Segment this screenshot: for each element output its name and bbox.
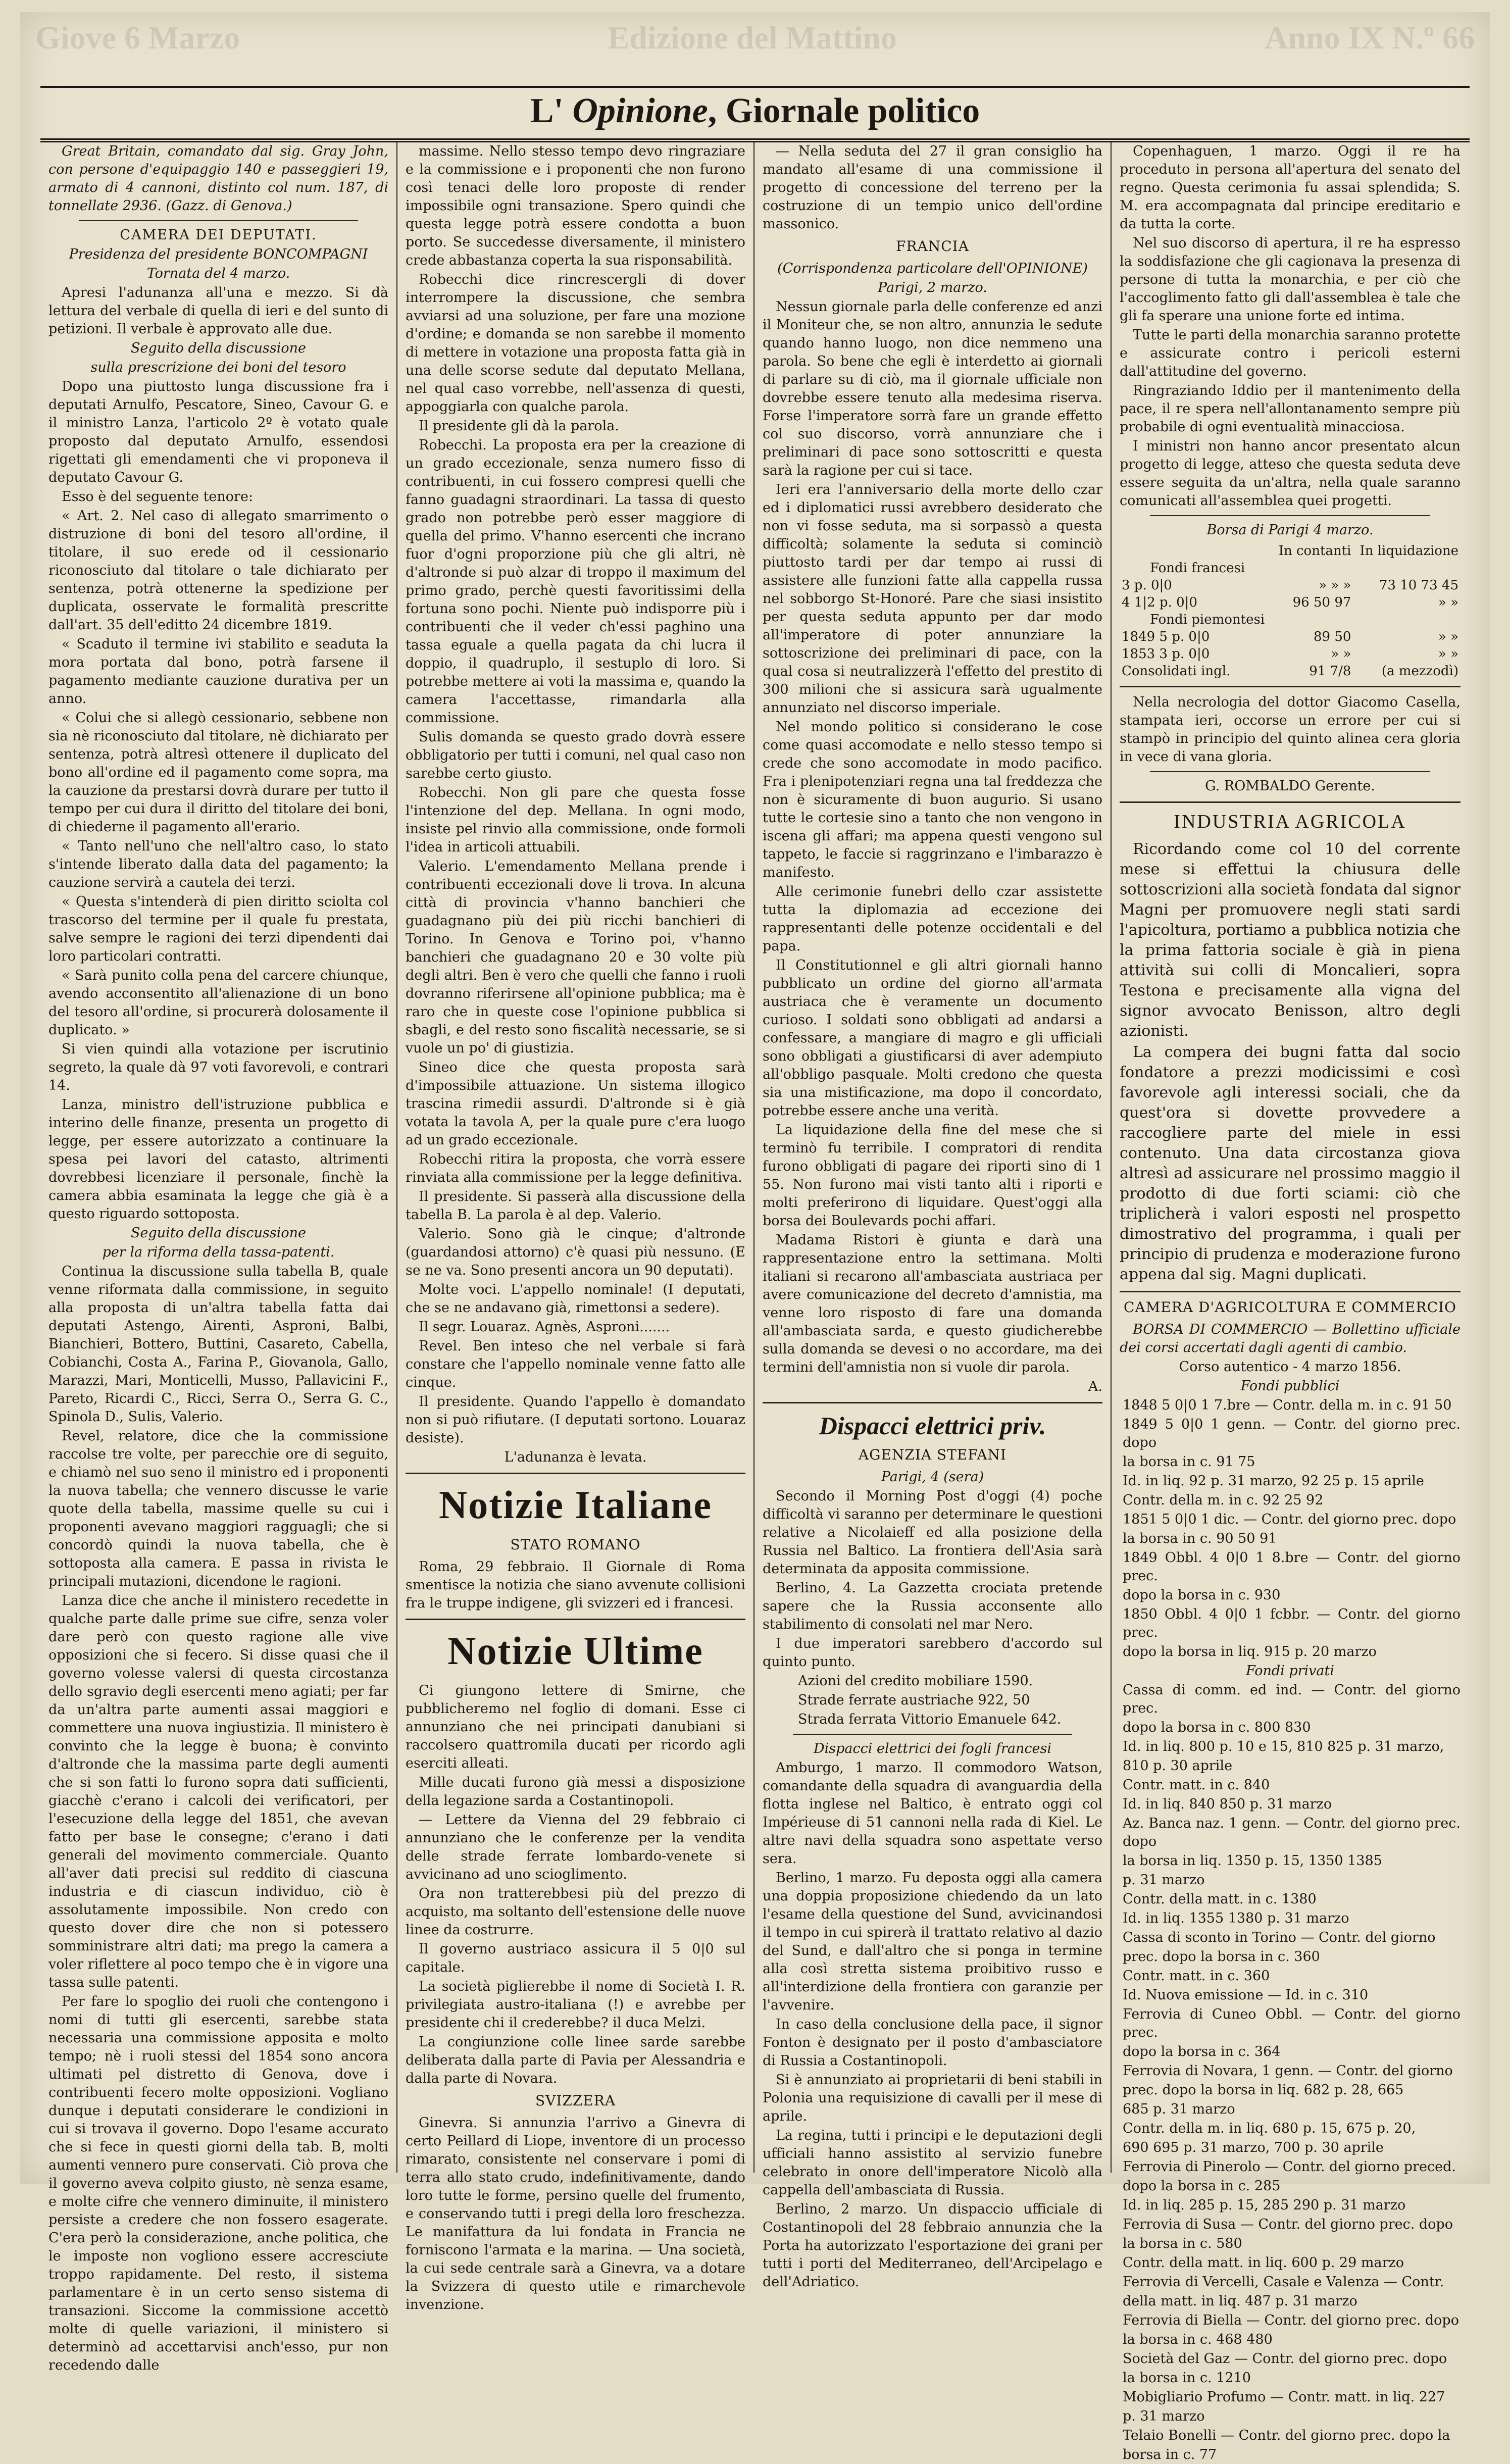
paragraph: Robecchi. Non gli pare che questa fosse l'intenzione del dep. Mellana. In ogni modo, insiste pel rinvio alla commissione, onde formoli l'idea in articoli attuabili.	[406, 785, 745, 855]
quote-line: Ferrovia di Biella — Contr. del giorno prec. dopo	[1123, 2312, 1459, 2328]
paragraph: Ieri era l'anniversario della morte dello czar ed i diplomatici russi avrebbero desiderato che non vi fosse seduta, ma si sorpassò a questa difficoltà; solamente la seduta si cominciò piuttosto tardi per dar tempo ai russi di assistere alle funzioni fatte alla cappella russa nel sobborgo St-Honoré. Pare che siasi insistito per questa seduta appunto per dar modo all'imperatore di poter annunziare la sottoscrizione dei preliminari di pace, con la qual cosa si neutralizzerà l'effetto del prestito di 300 milioni che si assicura sarà ugualmente annunziato nel discorso imperiale.	[763, 482, 1102, 716]
quote-line: 1850 Obbl. 4 0|0 1 fcbbr. — Contr. del giorno prec.	[1123, 1606, 1461, 1640]
quote-line: Id. in liq. 840 850 p. 31 marzo	[1123, 1796, 1332, 1812]
subhead: Seguito della discussione	[131, 1225, 306, 1241]
quote-line: dopo la borsa in c. 285	[1123, 2178, 1281, 2194]
paragraph: Per fare lo spoglio dei ruoli che contengono i nomi di tutti gli esercenti, sarebbe stata necessaria una commissione apposita e molto tempo; nè i ruoli stessi del 1854 sono ancora ultimati pel distretto di Genova, dove i contribuenti fecero molte opposizioni. Vogliano dunque i deputati considerare le condizioni in cui si trovava il governo. Dopo l'esame accurato che si fece in questi giorni della tab. B, molti aumenti vennero pure conservati. Ciò prova che il governo aveva colpito giusto, nè senza esame, e molte cifre che vennero diminuite, il ministero persiste a credere che non fossero esagerate. C'era però la considerazione, anche politica, che le imposte non vogliono essere accresciute troppo rapidamente. Del resto, il sistema parlamentare è in un certo senso sistema di transazioni. Siccome la commissione accettò molte di quelle variazioni, il ministero si determinò ad accettarvisi anch'esso, pur non recedendo dalle	[48, 1994, 388, 2373]
paragraph: Revel, relatore, dice che la commissione raccolse tre volte, per parecchie ore di seguito, e chiamò nel suo seno il ministro ed i proponenti la nuova tabella; che vennero discusse le varie quote della tabella, massime quelle su cui i proponenti avevano maggiori ragguagli; che si concordò quindi la nuova tabella, che è sottoposta alla camera. E passa in rivista le principali mutazioni, dicendone le ragioni.	[48, 1428, 388, 1589]
section-subtitle: Presidenza del presidente BONCOMPAGNI	[69, 246, 368, 262]
masthead-name: Opinione	[572, 91, 708, 130]
divider	[1150, 515, 1430, 516]
bulletin-subtitle: BORSA DI COMMERCIO — Bollettino ufficiale dei corsi accertati dagli agenti di cambio.	[1120, 1322, 1461, 1355]
paragraph: La congiunzione colle linee sarde sarebbe deliberata dalla parte di Pavia per Alessandria e dalla parte di Novara.	[406, 2034, 745, 2086]
paragraph: Molte voci. L'appello nominale! (I deputati, che se ne andavano già, rimettonsi a sedere).	[406, 1282, 745, 1316]
table-cell	[1273, 560, 1353, 577]
signature: A.	[1088, 1379, 1102, 1394]
paragraph: Esso è del seguente tenore:	[62, 489, 254, 505]
agency-header: AGENZIA STEFANI	[858, 1446, 1007, 1463]
table-cell: 1849 5 p. 0|0	[1122, 629, 1210, 644]
table-row	[1120, 628, 1461, 645]
quote-line: Id. Nuova emissione — Id. in c. 310	[1123, 1987, 1369, 2003]
section-subtitle: Tornata del 4 marzo.	[146, 266, 290, 281]
table-cell: Fondi francesi	[1150, 561, 1245, 576]
column-1	[40, 142, 397, 2373]
paragraph: Roma, 29 febbraio. Il Giornale di Roma smentisce la notizia che siano avvenute collisioni fra le truppe indigene, gli svizzeri ed i francesi.	[406, 1559, 745, 1611]
paragraph: — Lettere da Vienna del 29 febbraio ci annunziano che le conferenze per la vendita delle strade ferrate lombardo-venete si avvicinano ad uno scioglimento.	[406, 1812, 745, 1882]
column-4	[1112, 142, 1469, 2462]
table-cell	[1120, 542, 1273, 560]
paragraph: Ora non tratterebbesi più del prezzo di acquisto, ma soltanto dell'estensione delle nuove linee da costrurre.	[406, 1886, 745, 1938]
masthead-suffix: , Giornale politico	[708, 91, 980, 130]
paragraph: « Questa s'intenderà di pien diritto sciolta col trascorso del termine per il quale fu prestata, salve sempre le ragioni dei terzi dipendenti dai loro particolari contratti.	[48, 894, 388, 964]
table-cell: 3 p. 0|0	[1122, 578, 1172, 593]
subhead: Fondi pubblici	[1240, 1378, 1340, 1394]
table-cell: Fondi piemontesi	[1150, 612, 1265, 627]
region-header: SVIZZERA	[535, 2092, 616, 2109]
table-cell	[1353, 560, 1461, 577]
table-cell: 1853 3 p. 0|0	[1122, 646, 1210, 662]
quote-line: 1849 Obbl. 4 0|0 1 8.bre — Contr. del giorno prec.	[1123, 1550, 1461, 1584]
borsa-title: Borsa di Parigi 4 marzo.	[1206, 522, 1374, 538]
quote-line: 1848 5 0|0 1 7.bre — Contr. della m. in c. 91 50	[1123, 1397, 1452, 1413]
paragraph: La liquidazione della fine del mese che si terminò fu terribile. I compratori di rendita furono obbligati di pagare dei riporti sino di 1 55. Non furono mai visti tanto alti i riporti e molti preferirono di liquidare. Quest'oggi alla borsa dei Boulevards pochi affari.	[763, 1122, 1102, 1229]
quote-line: Ferrovia di Cuneo Obbl. — Contr. del giorno prec.	[1123, 2006, 1461, 2040]
quote-line: Cassa di comm. ed ind. — Contr. del giorno prec.	[1123, 1682, 1461, 1716]
quote-line: 1849 5 0|0 1 genn. — Contr. del giorno prec. dopo	[1123, 1417, 1461, 1450]
paragraph: I ministri non hanno ancor presentato alcun progetto di legge, atteso che questa seduta deve essere seguita da un'altra, nella quale saranno comunicati all'assemblea quei progetti.	[1120, 438, 1461, 509]
table-cell: » »	[1438, 595, 1458, 610]
paragraph: Sineo dice che questa proposta sarà d'impossibile attuazione. Un sistema illogico trascina rimedii assurdi. D'altronde si è già votata la tavola A, per la quale pure c'era luogo ad un grado eccezionale.	[406, 1060, 745, 1148]
table-cell: » »	[1438, 629, 1458, 644]
quote-line: 810 p. 30 aprile	[1123, 1758, 1233, 1774]
faint-right: Anno IX N.º 66	[1265, 20, 1475, 56]
quote-line: Id. in liq. 285 p. 15, 285 290 p. 31 marzo	[1123, 2197, 1406, 2213]
subhead: Dispacci elettrici dei fogli francesi	[814, 1741, 1051, 1756]
paragraph: Nel mondo politico si considerano le cose come quasi accomodate e nello stesso tempo si crede che sono accomodate in modo pacifico. Fra i plenipotenziari regna una tal freddezza che non è sicuramente di buon augurio. Si usano tutte le cortesie sino a tanto che non vengono in iscena gli affari; ma appena questi vengono sul tappeto, le faccie si raggrinzano e l'imbarazzo è manifesto.	[763, 719, 1102, 880]
paragraph: Nella necrologia del dottor Giacomo Casella, stampata ieri, occorse un errore per cui si stampò in principio del quinto alinea cera gloria in vece di vana gloria.	[1120, 694, 1461, 765]
paragraph: Nessun giornale parla delle conferenze ed anzi il Moniteur che, se non altro, annunzia le sedute quando hanno luogo, non dice nemmeno una parola. So bene che egli è interdetto ai giornali di parlare su di ciò, ma il giornale ufficiale non dovrebbe essere tenuto alla medesima riserva. Forse l'imperatore sorrà fare un grande effetto col suo discorso, vorrà annunziare che i preliminari di pace sono sottoscritti e questa sarà la ragione per cui si tace.	[763, 299, 1102, 478]
table-cell: 91 7/8	[1309, 664, 1351, 679]
table-cell: Consolidati ingl.	[1122, 664, 1231, 679]
paragraph: Secondo il Morning Post d'oggi (4) poche difficoltà vi saranno per determinare le questioni relative a Nicolaieff ed alla posizione della Russia nel Baltico. La frontiera dell'Asia sarà determinata da apposita commissione.	[763, 1488, 1102, 1577]
masthead	[40, 86, 1470, 142]
table-cell: 89 50	[1313, 629, 1351, 644]
quote-line: 1851 5 0|0 1 dic. — Contr. del giorno prec. dopo	[1123, 1512, 1456, 1527]
table-cell: » »	[1438, 646, 1458, 662]
faint-left: Giove 6 Marzo	[35, 20, 240, 56]
table-cell	[1273, 611, 1353, 628]
paragraph: Berlino, 1 marzo. Fu deposta oggi alla camera una doppia proposizione chiedendo da un lato l'esame della questione del Sund, avvicinandosi il tempo in cui spirerà il trattato relativo al dazio del Sund, e dall'altro che si ponga in termine alla così stretta sistema proibitivo russo e all'interdizione della frontiera con garanzie per l'avvenire.	[763, 1870, 1102, 2013]
table-row	[1120, 663, 1461, 680]
quote-line: Id. in liq. 1355 1380 p. 31 marzo	[1123, 1910, 1349, 1926]
quote-line: Ferrovia di Vercelli, Casale e Valenza — Contr.	[1123, 2274, 1444, 2290]
paragraph: Alle cerimonie funebri dello czar assistette tutta la diplomazia ad eccezione dei rappresentanti delle potenze occidentali e del papa.	[763, 884, 1102, 954]
dateline: Parigi, 4 (sera)	[881, 1469, 984, 1485]
paragraph: Sulis domanda se questo grado dovrà essere obbligatorio per tutti i comuni, nel qual caso non sarebbe certo giusto.	[406, 729, 745, 781]
quote-line: Contr. della matt. in c. 1380	[1123, 1891, 1317, 1907]
quote-line: Contr. matt. in c. 840	[1123, 1777, 1270, 1793]
quote-line: Cassa di sconto in Torino — Contr. del giorno	[1123, 1930, 1436, 1945]
paragraph: Lanza, ministro dell'istruzione pubblica e interino delle finanze, presenta un progetto di legge, per essere autorizzato a continuare la spesa pei lavori del catasto, altrimenti dovrebbesi licenziare il personale, finchè la camera abbia esaminata la legge che già è a questo riguardo sottoposta.	[48, 1097, 388, 1222]
quote-line: dopo la borsa in c. 800 830	[1123, 1720, 1311, 1735]
region-header: STATO ROMANO	[510, 1536, 641, 1553]
paragraph: Berlino, 4. La Gazzetta crociata pretende sapere che la Russia acconsente allo stabilimento di consolati nel mar Nero.	[763, 1580, 1102, 1632]
paragraph: Lanza dice che anche il ministero recedette in qualche parte dalle prime sue cifre, senza voler dare però con questo ragione alle vive opposizioni che si fecero. Si disse quasi che il governo volesse valersi di questa circostanza dello sgravio degli esercenti meno agiati; per far da un'altra parte aumenti assai maggiori e commettere una nuova ingiustizia. Il ministero è convinto che la legge è buona; è convinto d'altronde che la massima parte degli aumenti che si son fatti lo furono sopra dati sufficienti, giacchè c'erano i calcoli dei verificatori, per l'esecuzione della legge del 1851, che avevan fatto per base le consegne; c'erano i dati generali del movimento commerciale. Quanto all'aver dati precisi sul reddito di ciascuna industria e di ciascun individuo, ciò è assolutamente impossibile. Non credo con questo dover dire che non si potessero somministrare altri dati; ma prego la camera a voler riflettere al poco tempo che è in vigore una tassa sulle patenti.	[48, 1593, 388, 1990]
paragraph: In caso della conclusione della pace, il signor Fonton è designato per il posto d'ambasciatore di Russia a Costantinopoli.	[763, 2017, 1102, 2069]
quote-line: Contr. della m. in c. 92 25 92	[1123, 1492, 1324, 1508]
quote-line: della matt. in liq. 487 p. 31 marzo	[1123, 2293, 1357, 2309]
table-header-cell: In liquidazione	[1360, 543, 1458, 559]
table-row	[1120, 611, 1461, 628]
headline-notizie-ultime: Notizie Ultime	[447, 1629, 703, 1673]
paragraph: « Tanto nell'uno che nell'altro caso, lo stato s'intende liberato dalla data del pagamento; la cauzione servirà a cautela dei terzi.	[48, 838, 388, 890]
paragraph: La regina, tutti i principi e le deputazioni degli ufficiali hanno assistito al servizio funebre celebrato in onore dell'imperatore Nicolò alla cappella dell'ambasciata di Russia.	[763, 2128, 1102, 2198]
fondi-privati-list	[1120, 1681, 1461, 2464]
divider	[1120, 801, 1461, 803]
divider	[793, 1734, 1072, 1735]
divider	[406, 1473, 745, 1474]
paragraph: Amburgo, 1 marzo. Il commodoro Watson, comandante della squadra di avanguardia della flotta inglese nel Baltico, è entrato oggi col Impérieuse di 51 cannoni nella rada di Kiel. Le altre navi della squadra sono aspettate verso sera.	[763, 1760, 1102, 1867]
paragraph: Il segr. Louaraz. Agnès, Asproni.......	[419, 1319, 670, 1335]
paragraph: Revel. Ben inteso che nel verbale si farà constare che l'appello nominale venne fatto alle cinque.	[406, 1338, 745, 1390]
paragraph: La compera dei bugni fatta dal socio fondatore a prezzi modicissimi e così favorevole agli interessi sociali, che da quest'ora si dovette provvedere a raccogliere parte del miele in essi contenuto. Una data circostanza giova altresì ad assicurare nel prossimo maggio il prodotto di due forti sciami: ciò che triplicherà i valori esposti nel prospetto dimostrativo del programma, i quali per principio di prudenza e moderazione furono appena dal sig. Magni duplicati.	[1120, 1043, 1461, 1283]
quote-line: Telaio Bonelli — Contr. del giorno prec. dopo la	[1123, 2428, 1450, 2443]
borsa-table	[1120, 542, 1461, 680]
table-cell: 73 10 73 45	[1379, 578, 1458, 593]
quote-line: la borsa in liq. 1350 p. 15, 1350 1385	[1123, 1853, 1382, 1869]
paragraph: Tutte le parti della monarchia saranno protette e assicurate contro i pericoli esterni dall'attitudine del governo.	[1120, 327, 1461, 379]
divider	[1150, 771, 1430, 772]
paragraph: Si vien quindi alla votazione per iscrutinio segreto, la quale dà 97 voti favorevoli, e contrari 14.	[48, 1041, 388, 1093]
quote-line: Ferrovia di Susa — Contr. del giorno prec. dopo	[1123, 2217, 1453, 2232]
masthead-prefix: L'	[530, 91, 564, 130]
fondi-pubblici-list	[1120, 1396, 1461, 1661]
subhead: sulla prescrizione dei boni del tesoro	[90, 360, 346, 375]
quote-line: prec. dopo la borsa in liq. 682 p. 28, 665	[1123, 2082, 1404, 2098]
paragraph: Valerio. Sono già le cinque; d'altronde (guardandosi attorno) c'è quasi più nessuno. (E se ne va. Sono presenti ancora un 90 deputati).	[406, 1226, 745, 1278]
paragraph: Nel suo discorso di apertura, il re ha espresso la soddisfazione che gli cagionava la presenza di persone di tutta la monarchia, e per ciò che l'accoglimento fatto gli dall'assemblea è tale che gli fa sperare una unione forte ed intima.	[1120, 235, 1461, 324]
paragraph: I due imperatori sarebbero d'accordo sul quinto punto.	[763, 1636, 1102, 1670]
quote-line: Azioni del credito mobiliare 1590.	[798, 1673, 1033, 1689]
paragraph: Mille ducati furono già messi a disposizione della legazione sarda a Costantinopoli.	[406, 1775, 745, 1808]
region-header: FRANCIA	[896, 238, 969, 255]
paragraph: Ringraziando Iddio per il mantenimento della pace, il re spera nell'allontanamento sempre più probabile di ogni eventualità minacciosa.	[1120, 383, 1461, 435]
paragraph: Berlino, 2 marzo. Un dispaccio ufficiale di Costantinopoli del 28 febbraio annunzia che la Porta ha autorizzato l'esportazione dei grani per tutti i porti del Mediterraneo, dell'Arcipelago e dell'Adriatico.	[763, 2201, 1102, 2290]
quote-line: prec. dopo la borsa in c. 360	[1123, 1949, 1320, 1965]
paragraph: Si è annunziato ai proprietarii di beni stabili in Polonia una requisizione di cavalli per il mese di aprile.	[763, 2072, 1102, 2124]
paragraph: « Colui che si allegò cessionario, sebbene non sia nè riconosciuto dal titolare, nè dichiarato per sentenza, potrà altresì ottenere il duplicato del bono all'ordine ed il pagamento come sopra, ma la cauzione da prestarsi dovrà durare per tutto il tempo per cui dura il diritto del titolare dei boni, di chiederne il pagamento all'erario.	[48, 710, 388, 835]
quote-line: Contr. della m. in liq. 680 p. 15, 675 p. 20,	[1123, 2121, 1416, 2136]
paragraph: Il presidente. Si passerà alla discussione della tabella B. La parola è al dep. Valerio.	[406, 1189, 745, 1223]
quote-line: p. 31 marzo	[1123, 2408, 1205, 2424]
bleed-through-header	[35, 19, 1475, 60]
paragraph: Ginevra. Si annunzia l'arrivo a Ginevra di certo Peillard di Liope, inventore di un processo rimarato, consistente nel conservare i pomi di terra allo stato crudo, indefinitivamente, dando loro tutte le forme, persino quelle del frumento, e conservando tutti i pregi della loro freschezza. Le manifattura da lui fondata in Francia ne forniscono l'armata e la marina. — Una società, la cui sede centrale sarà a Ginevra, va a dotare la Svizzera di questo utile e rimarchevole invenzione.	[406, 2115, 745, 2312]
paragraph: Dopo una piuttosto lunga discussione fra i deputati Arnulfo, Pescatore, Sineo, Cavour G. e il ministro Lanza, l'articolo 2º è votato quale proposto dal deputato Arnulfo, essendosi rigettati gli emendamenti che vi proponeva il deputato Cavour G.	[48, 379, 388, 485]
dateline: Parigi, 2 marzo.	[878, 280, 987, 295]
quote-line: Contr. matt. in c. 360	[1123, 1968, 1270, 1984]
quote-line: Az. Banca naz. 1 genn. — Contr. del giorno prec. dopo	[1123, 1816, 1461, 1849]
quote-line: la borsa in c. 90 50 91	[1123, 1531, 1277, 1546]
paragraph: « Scaduto il termine ivi stabilito e seaduta la mora portata dal bono, potrà farsene il pagamento mediante cauzione durativa per un anno.	[48, 636, 388, 707]
paragraph: Great Britain, comandato dal sig. Gray John, con persone d'equipaggio 140 e passeggieri 19, armato di 4 cannoni, distinto col num. 187, di tonnellate 2936. (Gazz. di Genova.)	[48, 143, 388, 214]
paragraph: L'adunanza è levata.	[504, 1449, 647, 1465]
table-cell: 4 1|2 p. 0|0	[1122, 595, 1197, 610]
subhead: per la riforma della tassa-patenti.	[102, 1244, 335, 1260]
quote-line: la borsa in c. 1210	[1123, 2370, 1251, 2386]
camera-commercio-title: CAMERA D'AGRICOLTURA E COMMERCIO	[1123, 1299, 1457, 1316]
paragraph: La società piglierebbe il nome di Società I. R. privilegiata austro-italiana (!) e avrebbe per presidente chi il crederebbe? il duca Melzi.	[406, 1979, 745, 2031]
paragraph: Valerio. L'emendamento Mellana prende i contribuenti eccezionali dove li trova. In alcuna città di provincia v'hanno banchieri che guadagnano più dei più ricchi banchieri di Torino. In Genova e Torino poi, v'hanno banchieri che guadagnano 20 e 30 volte più degli altri. Ben è vero che quelli che fanno i ruoli dovranno riferirsene all'opinione pubblica; ma è raro che in queste cose l'opinione pubblica si sbagli, e del resto sono fiscalità necessarie, se si vuole un po' di giustizia.	[406, 859, 745, 1056]
paragraph: Robecchi ritira la proposta, che vorrà essere rinviata alla commissione per la legge definitiva.	[406, 1151, 745, 1185]
gerente-line: G. ROMBALDO Gerente.	[1205, 778, 1375, 794]
table-header-cell: In contanti	[1278, 543, 1351, 559]
headline-notizie-italiane: Notizie Italiane	[438, 1483, 713, 1527]
column-3	[754, 142, 1112, 2290]
quote-line: 690 695 p. 31 marzo, 700 p. 30 aprile	[1123, 2140, 1384, 2155]
quote-line: dopo la borsa in liq. 915 p. 20 marzo	[1123, 1644, 1377, 1660]
headline-industria-agricola: INDUSTRIA AGRICOLA	[1174, 811, 1406, 832]
quote-line: Strada ferrata Vittorio Emanuele 642.	[798, 1712, 1062, 1727]
paragraph: Ci giungono lettere di Smirne, che pubblicheremo nel foglio di domani. Esse ci annunziano che nei principati danubiani si raccolsero quattromila ducati per ricordo agli eserciti alleati.	[406, 1683, 745, 1771]
faint-mid: Edizione del Mattino	[608, 20, 897, 56]
quote-line: Società del Gaz — Contr. del giorno prec. dopo	[1123, 2351, 1447, 2367]
quote-line: Mobigliario Profumo — Contr. matt. in liq. 227	[1123, 2389, 1445, 2405]
paragraph: Ricordando come col 10 del corrente mese si effettui la chiusura delle sottoscrizioni alla società fondata dal signor Magni per promuovere negli stati sardi l'apicoltura, portiamo a pubblica notizia che la prima fattoria sociale è già in piena attività sui colli di Moncalieri, sopra Testona e precisamente alla vigna del signor avvocato Benisson, altro degli azionisti.	[1120, 840, 1461, 1040]
paragraph: Copenhaguen, 1 marzo. Oggi il re ha proceduto in persona all'apertura del senato del regno. Questa cerimonia fu assai splendida; S. M. era accompagnata dal principe ereditario e da tutta la corte.	[1120, 143, 1461, 232]
table-cell	[1353, 611, 1461, 628]
paragraph: — Nella seduta del 27 il gran consiglio ha mandato all'esame di una commissione il progetto di concessione del terreno per la costruzione di un tempio unico dell'ordine massonico.	[763, 143, 1102, 232]
table-cell: » » »	[1319, 578, 1351, 593]
table-row	[1120, 645, 1461, 663]
quote-line: 685 p. 31 marzo	[1123, 2101, 1235, 2117]
table-cell: 96 50 97	[1292, 595, 1351, 610]
quote-line: Ferrovia di Novara, 1 genn. — Contr. del giorno	[1123, 2063, 1453, 2079]
headline-dispacci: Dispacci elettrici priv.	[819, 1412, 1046, 1440]
table-row	[1120, 560, 1461, 577]
paragraph: Robecchi. La proposta era per la creazione di un grado eccezionale, senza numero fisso di contribuenti, in cui fossero compresi quelli che fanno guadagni straordinari. La tassa di questo grado non potrebbe però esser maggiore di quella del primo. V'hanno esercenti che incrano fuor d'ogni proporzione più che gli altri, nè d'altronde si può alzar di troppo il maximum del primo grado, perchè questi favoritissimi della fortuna sono pochi. Niente può indisporre più i contribuenti che il veder ch'essi paghino una tassa eguale a quella pagata da chi lucra il doppio, il quadruplo, il sestuplo di loro. Si potrebbe mettere ai voti la massima e, quando la camera l'accettasse, rimandarla alla commissione.	[406, 437, 745, 726]
paragraph: Madama Ristori è giunta e darà una rappresentazione entro la settimana. Molti italiani si recarono all'ambasciata austriaca per avere comunicazione del decreto d'amnistia, ma venne loro risposto di fare una domanda all'ambasciata sarda, e questo giudicherebbe sulla domanda se devesi o no accordare, ma dei termini dell'amnistia non si vuole dir parola.	[763, 1232, 1102, 1375]
quote-line: Contr. della matt. in liq. 600 p. 29 marzo	[1123, 2255, 1404, 2271]
quote-line: dopo la borsa in c. 930	[1123, 1587, 1281, 1603]
table-header-row	[1120, 542, 1461, 560]
paragraph: Il Constitutionnel e gli altri giornali hanno pubblicato un ordine del giorno all'armata austriaca che è veramente un documento curioso. I soldati sono obbligati ad andarsi a confessare, a mangiare di magro e gli ufficiali sono obbligati a giustificarsi di aver adempiuto all'obbligo pasquale. Molti credono che questa sia una mistificazione, ma dopo il concordato, potrebbe essere anche una verità.	[763, 958, 1102, 1119]
quote-line: p. 31 marzo	[1123, 1872, 1205, 1888]
column-2	[397, 142, 754, 2312]
paragraph: Robecchi dice rincrescergli di dover interrompere la discussione, che sembra avviarsi ad una soluzione, per fare una mozione d'ordine; e domanda se non sarebbe il momento di mettere in votazione una proposta fatta già in una delle scorse sedute dal deputato Mellana, nel qual caso vorrebbe, nell'assenza di questi, appoggiarla con qualche parola.	[406, 272, 745, 415]
paragraph: Il presidente. Quando l'appello è domandato non si può rifiutare. (I deputati sortono. Louaraz desiste).	[406, 1394, 745, 1446]
quote-line: Ferrovia di Pinerolo — Contr. del giorno preced.	[1123, 2159, 1456, 2175]
quote-line: borsa in c. 77	[1123, 2447, 1217, 2462]
section-title: CAMERA DEI DEPUTATI.	[120, 227, 317, 243]
table-row	[1120, 594, 1461, 611]
table-row	[1120, 577, 1461, 594]
quote-line: la borsa in c. 468 480	[1123, 2332, 1273, 2347]
divider	[79, 220, 358, 221]
paragraph: « Art. 2. Nel caso di allegato smarrimento o distruzione di boni del tesoro all'ordine, il titolare, il suo erede od il cessionario riconosciuto dal titolare o tale dichiarato per sentenza, potrà ottenerne la spedizione per duplicata, osservate le formalità prescritte dall'art. 35 dell'editto 24 dicembre 1819.	[48, 508, 388, 633]
divider	[1120, 686, 1461, 687]
quote-line: la borsa in c. 580	[1123, 2236, 1242, 2251]
corso-line: Corso autentico - 4 marzo 1856.	[1179, 1359, 1401, 1375]
quote-line: Id. in liq. 800 p. 10 e 15, 810 825 p. 31 marzo,	[1123, 1739, 1444, 1754]
table-cell: » »	[1331, 646, 1351, 662]
table-cell: (a mezzodì)	[1381, 664, 1458, 679]
paragraph: Il governo austriaco assicura il 5 0|0 sul capitale.	[406, 1941, 745, 1975]
quote-line: la borsa in c. 91 75	[1123, 1454, 1255, 1470]
divider	[763, 1402, 1102, 1403]
paragraph: Continua la discussione sulla tabella B, quale venne riformata dalla commissione, in seguito alla proposta di un'altra tabella fatta dai deputati Astengo, Airenti, Asproni, Balbi, Bianchieri, Bottero, Buttini, Casareto, Cabella, Cobianchi, Costa A., Farina P., Giovanola, Gallo, Marazzi, Mari, Monticelli, Musso, Pallavicini F., Pareto, Ricardi C., Ricci, Serra O., Serra G. C., Spinola D., Sulis, Valerio.	[48, 1264, 388, 1425]
quote-line: Id. in liq. 92 p. 31 marzo, 92 25 p. 15 aprile	[1123, 1473, 1424, 1489]
paragraph: Il presidente gli dà la parola.	[419, 418, 619, 434]
paragraph: massime. Nello stesso tempo devo ringraziare e la commissione e i proponenti che non furono così tenaci delle loro proposte di render impossibile ogni transazione. Spero quindi che questa legge potrà essere condotta a buon porto. Se succedesse diversamente, il ministero crede abbastanza coperta la sua risponsabilità.	[406, 143, 745, 268]
paragraph: « Sarà punito colla pena del carcere chiunque, avendo acconsentito all'alienazione di un bono del tesoro all'ordine, si procurerà dolosamente il duplicato. »	[48, 968, 388, 1038]
subhead: Seguito della discussione	[131, 340, 306, 356]
paragraph: Apresi l'adunanza all'una e mezzo. Si dà lettura del verbale di quella di ieri e del sunto di petizioni. Il verbale è approvato alle due.	[48, 285, 388, 337]
divider	[406, 1619, 745, 1620]
quote-line: Strade ferrate austriache 922, 50	[798, 1692, 1030, 1708]
correspondence-header: (Corrispondenza particolare dell'OPINIONE)	[777, 261, 1088, 276]
subhead: Fondi privati	[1245, 1663, 1335, 1679]
divider	[1120, 1291, 1461, 1292]
quote-line: dopo la borsa in c. 364	[1123, 2044, 1281, 2059]
article-columns	[40, 142, 1470, 2462]
